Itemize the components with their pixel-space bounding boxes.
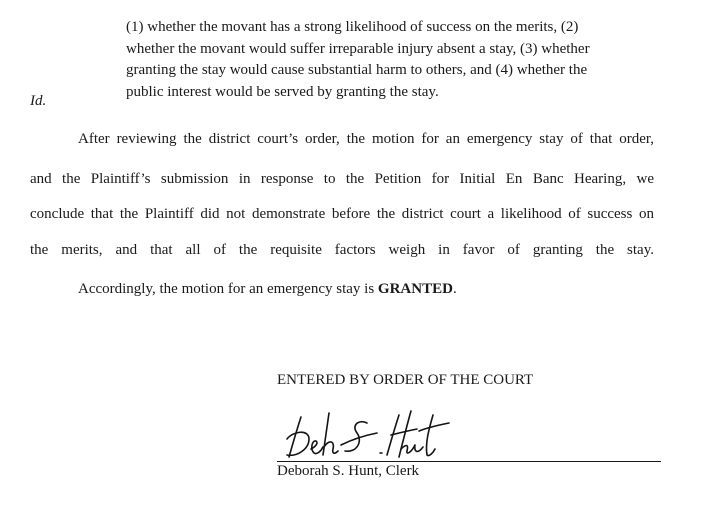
clerk-signature	[283, 405, 453, 463]
conclusion-text: Accordingly, the motion for an emergency stay is	[78, 281, 378, 297]
entered-by-order: ENTERED BY ORDER OF THE COURT	[277, 372, 534, 388]
granted-emphasis: GRANTED	[377, 281, 453, 297]
clerk-name: Deborah S. Hunt, Clerk	[277, 463, 420, 479]
paragraph-line: and the Plaintiff’s submission in response to the Petition for Initial En Banc Hearing, we	[30, 171, 654, 187]
quote-line: public interest would be served by granting the stay.	[126, 83, 439, 100]
paragraph-line: conclude that the Plaintiff did not demonstrate before the district court a likelihood of success on	[30, 206, 654, 222]
paragraph-line: the merits, and that all of the requisite factors weigh in favor of granting the stay.	[30, 242, 654, 258]
quote-line: (1) whether the movant has a strong likelihood of success on the merits, (2)	[126, 19, 579, 35]
signature-line	[277, 461, 661, 462]
quote-line: granting the stay would cause substantial harm to others, and (4) whether the	[126, 62, 588, 78]
id-citation: Id.	[30, 93, 47, 109]
conclusion-period: .	[452, 281, 457, 297]
paragraph-line: After reviewing the district court’s order, the motion for an emergency stay of that order,	[78, 131, 654, 147]
block-quote	[126, 17, 646, 103]
quote-line: whether the movant would suffer irreparable injury absent a stay, (3) whether	[126, 40, 590, 57]
paragraph-line	[78, 281, 654, 298]
